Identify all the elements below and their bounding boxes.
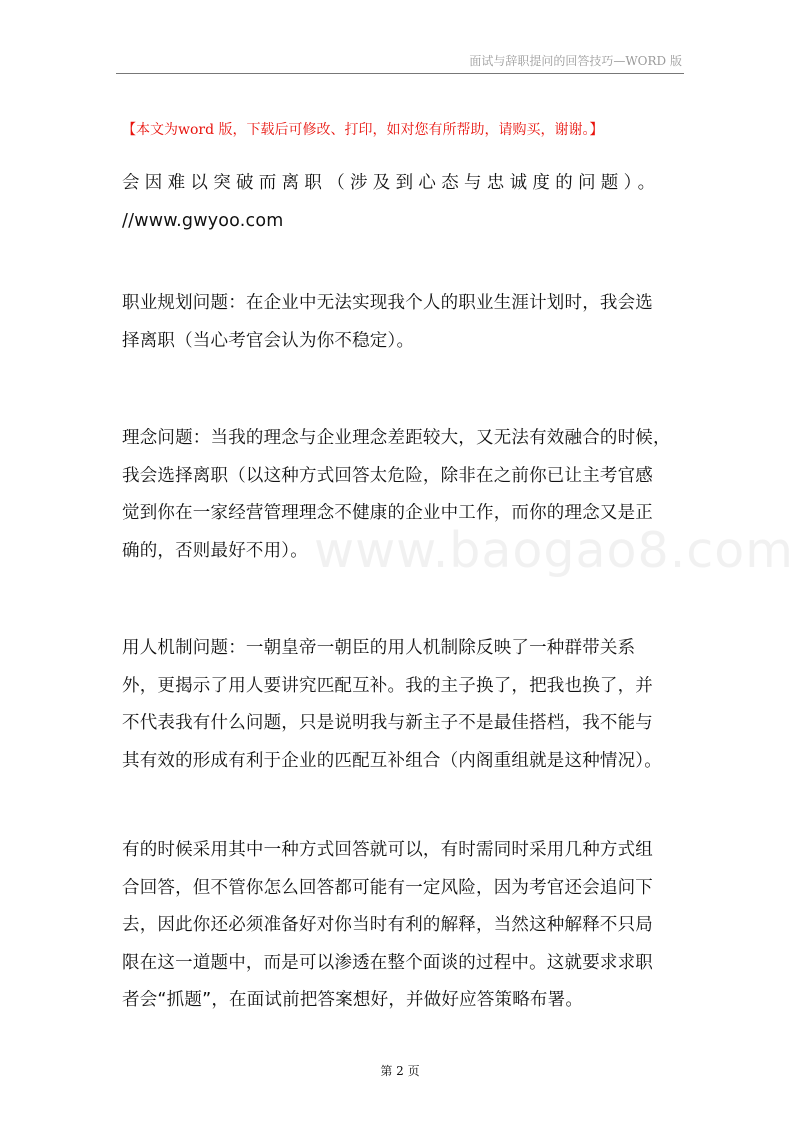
paragraph-line: 者会“抓题”，在面试前把答案想好，并做好应答策略布署。 bbox=[122, 990, 584, 1010]
paragraph-line: 有的时候采用其中一种方式回答就可以，有时需同时采用几种方式组 bbox=[122, 840, 653, 860]
paragraph-line: 去，因此你还必须准备好对你当时有利的解释，当然这种解释不只局 bbox=[122, 915, 653, 935]
header-divider bbox=[116, 73, 684, 74]
watermark: www.baogao8.com bbox=[314, 522, 794, 579]
page-number: 第 2 页 bbox=[380, 1064, 420, 1078]
website-url: //www.gwyoo.com bbox=[122, 210, 284, 231]
paragraph-line: 理念问题：当我的理念与企业理念差距较大，又无法有效融合的时候， bbox=[122, 428, 671, 448]
paragraph-line: 用人机制问题：一朝皇帝一朝臣的用人机制除反映了一种群带关系 bbox=[122, 638, 636, 658]
paragraph-line: 限在这一道题中，而是可以渗透在整个面谈的过程中。这就要求求职 bbox=[122, 952, 653, 973]
header-title: 面试与辞职提问的回答技巧—WORD 版 bbox=[469, 54, 682, 68]
paragraph-career-planning bbox=[122, 285, 690, 360]
paragraph-line: 其有效的形成有利于企业的匹配互补组合（内阁重组就是这种情况）。 bbox=[122, 750, 662, 771]
paragraph-line: 不代表我有什么问题，只是说明我与新主子不是最佳搭档，我不能与 bbox=[122, 713, 653, 733]
download-notice: 【本文为word 版，下载后可修改、打印，如对您有所帮助，请购买，谢谢。】 bbox=[122, 122, 604, 138]
paragraph-answer-strategy bbox=[122, 832, 690, 1020]
paragraph-employment-mechanism bbox=[122, 630, 690, 780]
paragraph-line: 职业规划问题：在企业中无法实现我个人的职业生涯计划时，我会选 bbox=[122, 293, 653, 313]
paragraph-line: 择离职（当心考官会认为你不稳定）。 bbox=[122, 330, 415, 351]
paragraph-line: 觉到你在一家经营管理理念不健康的企业中工作，而你的理念又是正 bbox=[122, 503, 653, 523]
paragraph-line: 确的，否则最好不用）。 bbox=[122, 540, 308, 561]
paragraph-line: 会因难以突破而离职（涉及到心态与忠诚度的问题）。 bbox=[122, 173, 661, 193]
paragraph-1 bbox=[122, 165, 690, 240]
paragraph-line: 我会选择离职（以这种方式回答太危险，除非在之前你已让主考官感 bbox=[122, 465, 653, 486]
paragraph-line: 合回答，但不管你怎么回答都可能有一定风险，因为考官还会追问下 bbox=[122, 877, 653, 898]
paragraph-line: 外，更揭示了用人要讲究匹配互补。我的主子换了，把我也换了，并 bbox=[122, 675, 653, 696]
